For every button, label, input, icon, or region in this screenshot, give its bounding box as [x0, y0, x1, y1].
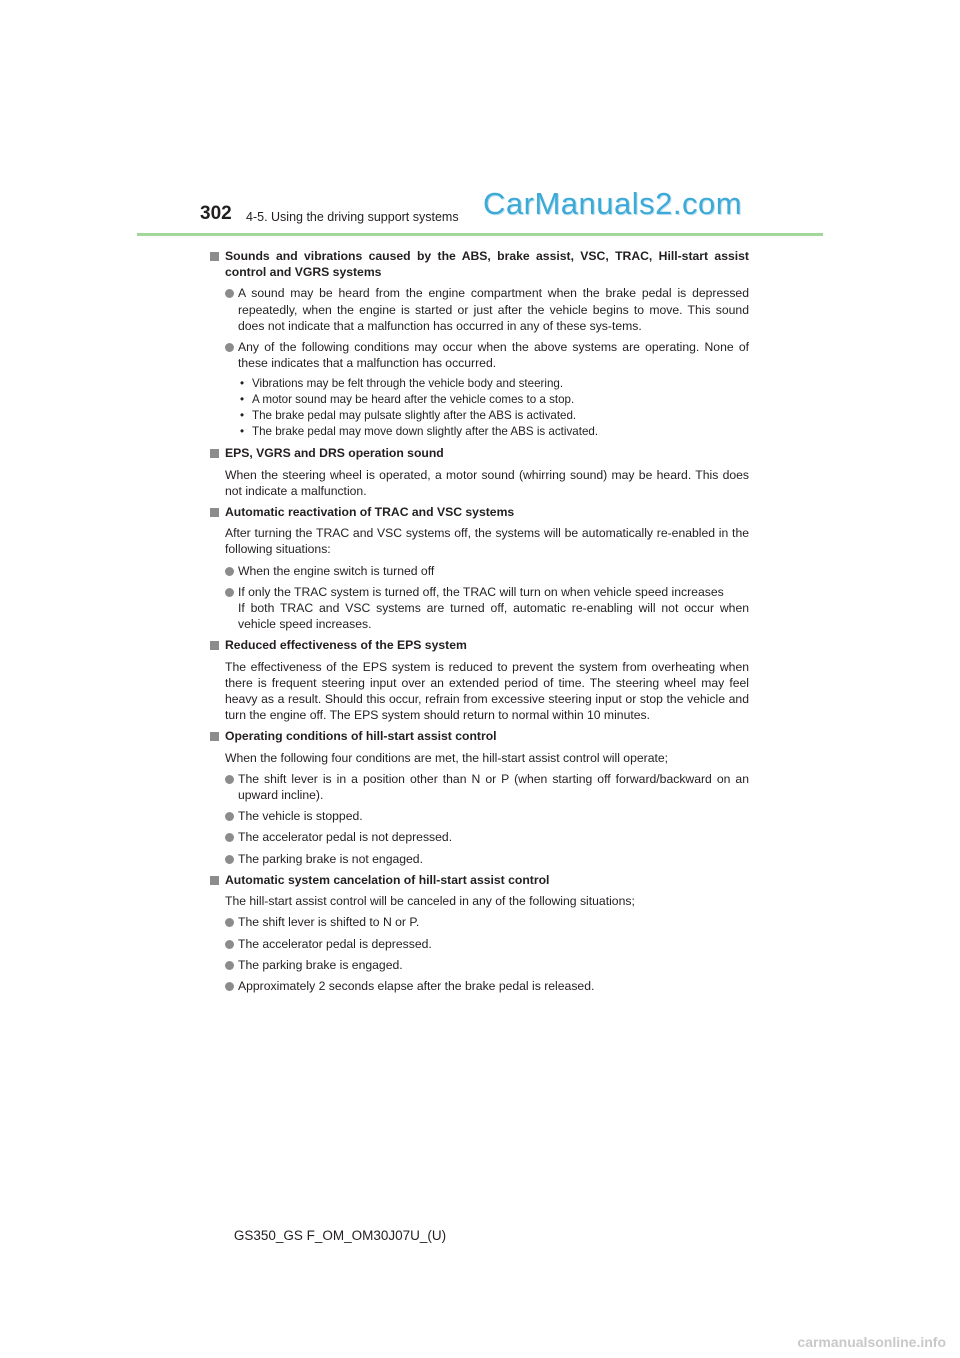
list-item-text: The accelerator pedal is not depressed.	[238, 830, 453, 845]
circle-bullet-icon	[225, 940, 234, 949]
circle-bullet-icon	[225, 588, 234, 597]
sub-list-item: • Vibrations may be felt through the vehicle body and steering.	[240, 377, 564, 391]
list-item	[209, 936, 749, 952]
circle-bullet-icon	[225, 855, 234, 864]
heading-text: Sounds and vibrations caused by the ABS, brake assist, VSC, TRAC, Hill-start assist control and VGRS systems	[225, 249, 749, 280]
list-item	[209, 771, 749, 803]
square-bullet-icon	[210, 732, 219, 741]
list-item	[209, 584, 749, 633]
list-item-text: The accelerator pedal is depressed.	[238, 936, 432, 951]
sub-list-item: • The brake pedal may pulsate slightly after the ABS is activated.	[240, 409, 577, 423]
list-item-text: If only the TRAC system is turned off, the TRAC will turn on when vehicle speed increases	[238, 584, 724, 599]
list-item	[209, 851, 749, 867]
list-item	[209, 339, 749, 371]
page-number: 302	[200, 203, 232, 224]
sub-list-item: • A motor sound may be heard after the vehicle comes to a stop.	[240, 393, 575, 407]
section-title: 4-5. Using the driving support systems	[246, 210, 459, 224]
list-item	[209, 957, 749, 973]
section-heading	[209, 248, 749, 280]
list-item-text: When the engine switch is turned off	[238, 563, 435, 578]
document-code: GS350_GS F_OM_OM30J07U_(U)	[233, 1228, 447, 1243]
heading-text: Automatic reactivation of TRAC and VSC systems	[225, 505, 515, 520]
circle-bullet-icon	[225, 289, 234, 298]
circle-bullet-icon	[225, 812, 234, 821]
square-bullet-icon	[210, 876, 219, 885]
list-item	[209, 285, 749, 334]
square-bullet-icon	[210, 252, 219, 261]
list-item-text: Approximately 2 seconds elapse after the brake pedal is released.	[238, 978, 595, 993]
heading-text: Operating conditions of hill-start assist control	[225, 729, 497, 744]
section-heading	[209, 728, 749, 744]
dot-bullet-icon: •	[240, 377, 245, 391]
list-item	[209, 978, 749, 994]
heading-text: Automatic system cancelation of hill-start assist control	[225, 872, 550, 887]
page-content	[209, 243, 749, 994]
dot-bullet-icon: •	[240, 425, 245, 439]
heading-text: EPS, VGRS and DRS operation sound	[225, 446, 444, 461]
list-item-text: The shift lever is shifted to N or P.	[238, 915, 420, 930]
dot-bullet-icon: •	[240, 393, 245, 407]
heading-text: Reduced effectiveness of the EPS system	[225, 638, 467, 653]
circle-bullet-icon	[225, 833, 234, 842]
list-item	[209, 563, 749, 579]
list-item-text: The parking brake is engaged.	[238, 957, 403, 972]
circle-bullet-icon	[225, 961, 234, 970]
circle-bullet-icon	[225, 918, 234, 927]
body-paragraph: The effectiveness of the EPS system is reduced to prevent the system from overheating when there is frequent steering input over an extended period of time. The steering wheel may feel heavy as a result. Should this occur, refrain from excessive steering input or stop the vehicle and turn the engine off. The EPS system should return to normal within 10 minutes.	[225, 659, 749, 723]
list-item-text: The shift lever is in a position other than N or P (when starting off forward/backward on an upward incline).	[238, 771, 749, 803]
body-paragraph: When the steering wheel is operated, a motor sound (whirring sound) may be heard. This does not indicate a malfunction.	[225, 467, 749, 498]
list-item-text: The vehicle is stopped.	[238, 809, 363, 824]
circle-bullet-icon	[225, 567, 234, 576]
circle-bullet-icon	[225, 775, 234, 784]
dot-bullet-icon: •	[240, 409, 245, 423]
section-heading	[209, 872, 749, 888]
section-heading	[209, 504, 749, 520]
sub-list	[209, 376, 749, 440]
list-item-text: If both TRAC and VSC systems are turned off, automatic re-enabling will not occur when vehicle speed increases.	[238, 601, 749, 632]
list-item	[209, 829, 749, 845]
body-paragraph: After turning the TRAC and VSC systems off, the systems will be automatically re-enabled in the following situations:	[225, 526, 749, 557]
footer-watermark: carmanualsonline.info	[797, 1334, 946, 1350]
list-item	[209, 808, 749, 824]
list-item-text: The parking brake is not engaged.	[238, 851, 423, 866]
header-divider	[137, 233, 823, 236]
square-bullet-icon	[210, 449, 219, 458]
body-paragraph: The hill-start assist control will be canceled in any of the following situations;	[225, 894, 635, 909]
circle-bullet-icon	[225, 982, 234, 991]
circle-bullet-icon	[225, 343, 234, 352]
body-paragraph: When the following four conditions are met, the hill-start assist control will operate;	[225, 750, 669, 765]
section-heading	[209, 445, 749, 461]
section-heading	[209, 637, 749, 653]
list-item	[209, 914, 749, 930]
list-item-text: A sound may be heard from the engine compartment when the brake pedal is depressed repeatedly, when the engine is started or just after the vehicle begins to move. This sound does not indicate that a malfunction has occurred in any of these sys-tems.	[238, 286, 749, 333]
square-bullet-icon	[210, 508, 219, 517]
list-item-text: Any of the following conditions may occur when the above systems are operating. None of these indicates that a malfunction has occurred.	[238, 340, 749, 371]
sub-list-item: • The brake pedal may move down slightly after the ABS is activated.	[240, 425, 599, 439]
square-bullet-icon	[210, 641, 219, 650]
watermark-logo: CarManuals2.com	[483, 186, 743, 221]
